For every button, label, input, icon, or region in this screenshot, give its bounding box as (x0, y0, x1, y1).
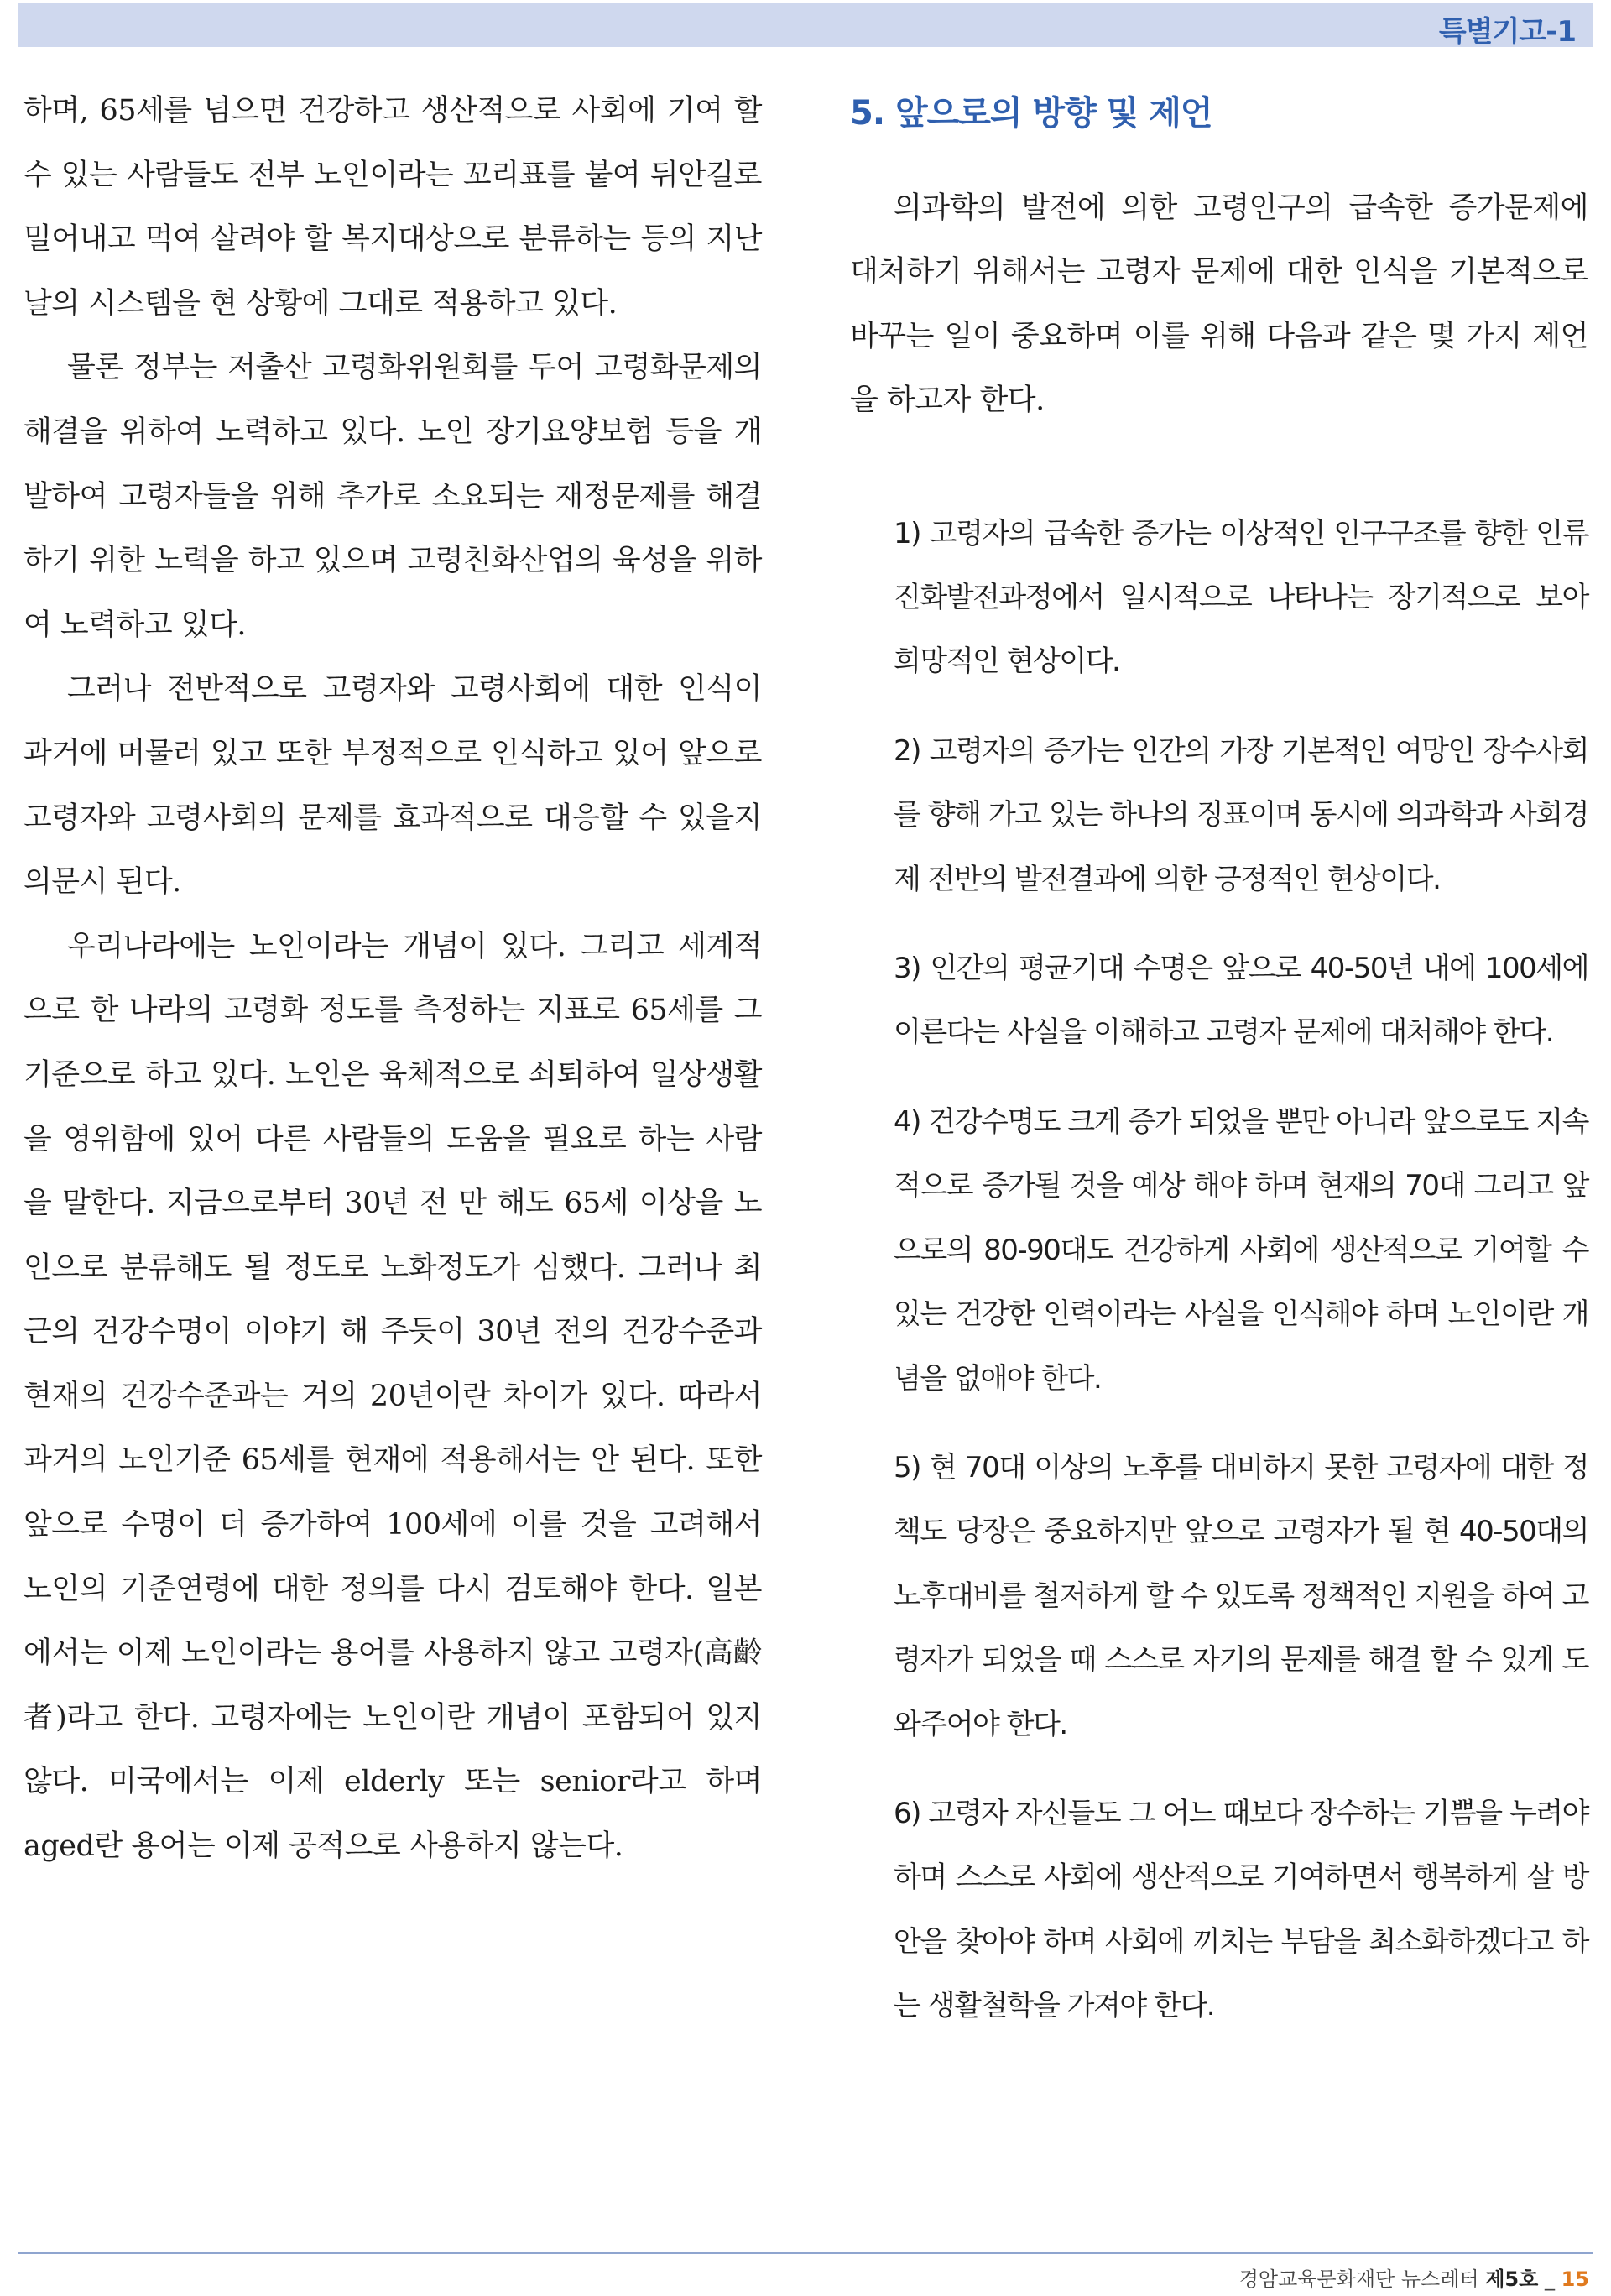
section-tag: 특별기고-1 (1438, 15, 1576, 49)
proposition-6: 6) 고령자 자신들도 그 어느 때보다 장수하는 기쁨을 누려야 하며 스스로 사회에 생산적으로 기여하면서 행복하게 살 방안을 찾아야 하며 사회에 끼치는 부담을 최소화하겠다고 하는 생활철학을 가져야 한다. (894, 1796, 1588, 2023)
left-paragraph-3: 그러나 전반적으로 고령자와 고령사회에 대한 인식이 과거에 머물러 있고 또한 부정적으로 인식하고 있어 앞으로 고령자와 고령사회의 문제를 효과적으로 대응할 수 있을지 의문시 된다. (23, 672, 762, 900)
left-paragraph-2: 물론 정부는 저출산 고령화위원회를 두어 고령화문제의 해결을 위하여 노력하고 있다. 노인 장기요양보험 등을 개발하여 고령자들을 위해 추가로 소요되는 재정문제를 해결하기 위한 노력을 하고 있으며 고령친화산업의 육성을 위하여 노력하고 있다. (23, 351, 762, 642)
header-band (18, 3, 1593, 47)
left-column (23, 79, 762, 1879)
page-number: 15 (1561, 2267, 1589, 2291)
proposition-list (850, 502, 1588, 2038)
footer-publication: 경암교육문화재단 뉴스레터 (1238, 2267, 1479, 2291)
proposition-4: 4) 건강수명도 크게 증가 되었을 뿐만 아니라 앞으로도 지속적으로 증가될 것을 예상 해야 하며 현재의 70대 그리고 앞으로의 80-90대도 건강하게 사회에 생산적으로 기여할 수 있는 건강한 인력이라는 사실을 인식해야 하며 노인이란 개념을 없애야 한다. (894, 1104, 1588, 1396)
right-column (850, 84, 1588, 2064)
intro-paragraph: 의과학의 발전에 의한 고령인구의 급속한 증가문제에 대처하기 위해서는 고령자 문제에 대한 인식을 기본적으로 바꾸는 일이 중요하며 이를 위해 다음과 같은 몇 가지 제언을 하고자 한다. (850, 191, 1588, 418)
left-paragraph-4: 우리나라에는 노인이라는 개념이 있다. 그리고 세계적으로 한 나라의 고령화 정도를 측정하는 지표로 65세를 그 기준으로 하고 있다. 노인은 육체적으로 쇠퇴하여 일상생활을 영위함에 있어 다른 사람들의 도움을 필요로 하는 사람을 말한다. 지금으로부터 30년 전 만 해도 65세 이상을 노인으로 분류해도 될 정도로 노화정도가 심했다. 그러나 최근의 건강수명이 이야기 해 주듯이 30년 전의 건강수준과 현재의 건강수준과는 거의 20년이란 차이가 있다. 따라서 과거의 노인기준 65세를 현재에 적용해서는 안 된다. 또한 앞으로 수명이 더 증가하여 100세에 이를 것을 고려해서 노인의 기준연령에 대한 정의를 다시 검토해야 한다. 일본에서는 이제 노인이라는 용어를 사용하지 않고 고령자(高齡者)라고 한다. 고령자에는 노인이란 개념이 포함되어 있지 않다. 미국에서는 이제 elderly 또는 senior라고 하며 aged란 용어는 이제 공적으로 사용하지 않는다. (23, 929, 762, 1864)
proposition-5: 5) 현 70대 이상의 노후를 대비하지 못한 고령자에 대한 정책도 당장은 중요하지만 앞으로 고령자가 될 현 40-50대의 노후대비를 철저하게 할 수 있도록 정책적인 지원을 하여 고령자가 되었을 때 스스로 자기의 문제를 해결 할 수 있게 도와주어야 한다. (894, 1450, 1588, 1741)
section-title: 5. 앞으로의 방향 및 제언 (850, 94, 1212, 133)
page-footer (1239, 2262, 1589, 2292)
left-paragraph-1: 하며, 65세를 넘으면 건강하고 생산적으로 사회에 기여 할 수 있는 사람들도 전부 노인이라는 꼬리표를 붙여 뒤안길로 밀어내고 먹여 살려야 할 복지대상으로 분류하는 등의 지난날의 시스템을 현 상황에 그대로 적용하고 있다. (23, 94, 762, 321)
proposition-1: 1) 고령자의 급속한 증가는 이상적인 인구구조를 향한 인류 진화발전과정에서 일시적으로 나타나는 장기적으로 보아 희망적인 현상이다. (894, 516, 1588, 679)
footer-separator: _ (1544, 2267, 1555, 2291)
footer-rule (18, 2252, 1593, 2254)
proposition-2: 2) 고령자의 증가는 인간의 가장 기본적인 여망인 장수사회를 향해 가고 있는 하나의 징표이며 동시에 의과학과 사회경제 전반의 발전결과에 의한 긍정적인 현상이다. (894, 733, 1588, 896)
proposition-3: 3) 인간의 평균기대 수명은 앞으로 40-50년 내에 100세에 이른다는 사실을 이해하고 고령자 문제에 대처해야 한다. (894, 952, 1588, 1050)
footer-issue: 제5호 (1485, 2267, 1539, 2291)
